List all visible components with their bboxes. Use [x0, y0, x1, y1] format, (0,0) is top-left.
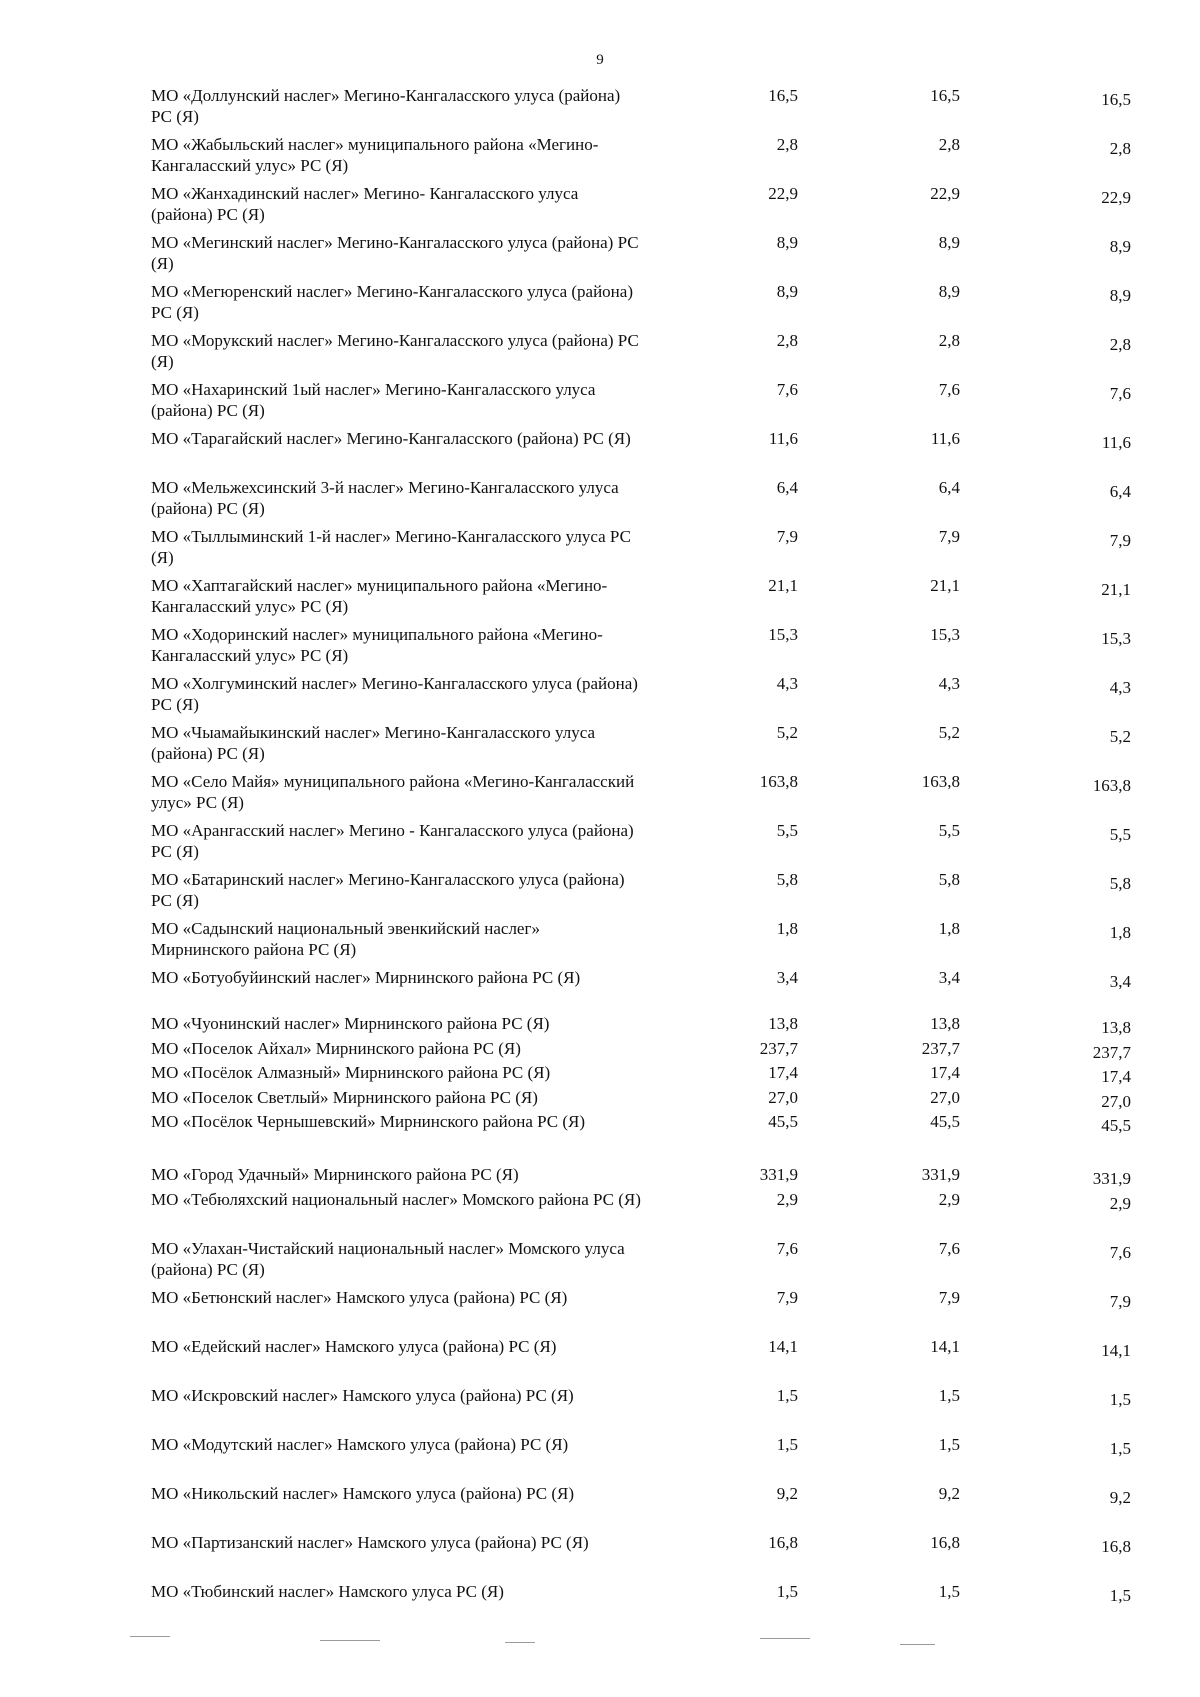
- value-col-2: 27,0: [930, 1088, 960, 1107]
- value-col-2: 45,5: [930, 1112, 960, 1131]
- value-col-3: 1,8: [1109, 923, 1131, 942]
- value-col-1: 1,5: [776, 1386, 798, 1405]
- value-col-3: 5,8: [1109, 874, 1131, 893]
- value-col-1: 8,9: [776, 282, 798, 301]
- municipality-name: МО «Тыллыминский 1-й наслег» Мегино-Кангаласского улуса РС (Я): [151, 527, 631, 567]
- value-col-2: 16,5: [930, 86, 960, 105]
- value-col-1: 17,4: [768, 1063, 798, 1082]
- value-col-2: 1,5: [938, 1435, 960, 1454]
- scan-speck: [505, 1642, 535, 1643]
- value-col-3: 6,4: [1109, 482, 1131, 501]
- municipality-name: МО «Модутский наслег» Намского улуса (района) РС (Я): [151, 1435, 569, 1454]
- value-col-1: 2,9: [776, 1190, 798, 1209]
- value-col-2: 1,5: [938, 1582, 960, 1601]
- value-col-1: 16,5: [768, 86, 798, 105]
- value-col-2: 2,8: [938, 135, 960, 154]
- municipality-name: МО «Посёлок Чернышевский» Мирнинского района РС (Я): [151, 1112, 586, 1131]
- value-col-1: 14,1: [768, 1337, 798, 1356]
- value-col-2: 4,3: [938, 674, 960, 693]
- value-col-1: 11,6: [768, 429, 798, 448]
- value-col-1: 6,4: [776, 478, 798, 497]
- value-col-3: 2,8: [1109, 335, 1131, 354]
- municipality-name: МО «Морукский наслег» Мегино-Кангаласского улуса (района) РС (Я): [151, 331, 639, 371]
- value-col-2: 7,6: [938, 380, 960, 399]
- value-col-1: 7,9: [776, 1288, 798, 1307]
- municipality-name: МО «Мегюренский наслег» Мегино-Кангаласского улуса (района) РС (Я): [151, 282, 633, 322]
- value-col-2: 8,9: [938, 282, 960, 301]
- value-col-3: 15,3: [1101, 629, 1131, 648]
- value-col-2: 8,9: [938, 233, 960, 252]
- value-col-2: 13,8: [930, 1014, 960, 1033]
- municipality-name: МО «Холгуминский наслег» Мегино-Кангаласского улуса (района) РС (Я): [151, 674, 638, 714]
- value-col-3: 17,4: [1101, 1067, 1131, 1086]
- value-col-1: 13,8: [768, 1014, 798, 1033]
- value-col-2: 163,8: [921, 772, 960, 791]
- municipality-name: МО «Тебюляхский национальный наслег» Момского района РС (Я): [151, 1190, 641, 1209]
- value-col-1: 9,2: [776, 1484, 798, 1503]
- value-col-3: 2,9: [1109, 1194, 1131, 1213]
- value-col-2: 1,8: [938, 919, 960, 938]
- municipality-name: МО «Поселок Айхал» Мирнинского района РС (Я): [151, 1039, 521, 1058]
- value-col-1: 16,8: [768, 1533, 798, 1552]
- value-col-2: 22,9: [930, 184, 960, 203]
- value-col-3: 5,5: [1109, 825, 1131, 844]
- municipality-name: МО «Никольский наслег» Намского улуса (района) РС (Я): [151, 1484, 574, 1503]
- municipality-name: МО «Село Майя» муниципального района «Мегино-Кангаласский улус» РС (Я): [151, 772, 635, 812]
- value-col-1: 1,5: [776, 1582, 798, 1601]
- value-col-3: 8,9: [1109, 237, 1131, 256]
- municipality-name: МО «Хаптагайский наслег» муниципального района «Мегино-Кангаласский улус» РС (Я): [151, 576, 608, 616]
- value-col-2: 2,8: [938, 331, 960, 350]
- value-col-2: 5,5: [938, 821, 960, 840]
- value-col-1: 5,5: [776, 821, 798, 840]
- page-number: 9: [596, 52, 604, 68]
- value-col-2: 237,7: [921, 1039, 960, 1058]
- municipality-name: МО «Мегинский наслег» Мегино-Кангаласского улуса (района) РС (Я): [151, 233, 639, 273]
- value-col-3: 11,6: [1101, 433, 1131, 452]
- value-col-2: 6,4: [938, 478, 960, 497]
- municipality-name: МО «Тюбинский наслег» Намского улуса РС (Я): [151, 1582, 504, 1601]
- value-col-3: 7,9: [1109, 531, 1131, 550]
- scan-speck: [760, 1638, 810, 1639]
- value-col-1: 8,9: [776, 233, 798, 252]
- value-col-1: 5,8: [776, 870, 798, 889]
- scan-speck: [320, 1640, 380, 1641]
- municipality-name: МО «Искровский наслег» Намского улуса (района) РС (Я): [151, 1386, 574, 1405]
- value-col-1: 22,9: [768, 184, 798, 203]
- value-col-3: 7,6: [1109, 384, 1131, 403]
- municipality-name: МО «Бетюнский наслег» Намского улуса (района) РС (Я): [151, 1288, 568, 1307]
- value-col-2: 21,1: [930, 576, 960, 595]
- value-col-3: 21,1: [1101, 580, 1131, 599]
- scan-speck: [900, 1644, 935, 1645]
- municipality-name: МО «Батаринский наслег» Мегино-Кангаласского улуса (района) РС (Я): [151, 870, 625, 910]
- value-col-3: 5,2: [1109, 727, 1131, 746]
- value-col-2: 16,8: [930, 1533, 960, 1552]
- municipality-name: МО «Доллунский наслег» Мегино-Кангаласского улуса (района) РС (Я): [151, 86, 621, 126]
- value-col-3: 13,8: [1101, 1018, 1131, 1037]
- value-col-2: 5,2: [938, 723, 960, 742]
- value-col-2: 7,9: [938, 1288, 960, 1307]
- municipality-name: МО «Жанхадинский наслег» Мегино- Кангаласского улуса (района) РС (Я): [151, 184, 579, 224]
- value-col-3: 27,0: [1101, 1092, 1131, 1111]
- value-col-3: 16,5: [1101, 90, 1131, 109]
- value-col-3: 1,5: [1109, 1586, 1131, 1605]
- municipality-name: МО «Мельжехсинский 3-й наслег» Мегино-Кангаласского улуса (района) РС (Я): [151, 478, 619, 518]
- value-col-3: 7,6: [1109, 1243, 1131, 1262]
- value-col-1: 7,9: [776, 527, 798, 546]
- value-col-2: 9,2: [938, 1484, 960, 1503]
- value-col-2: 3,4: [938, 968, 960, 987]
- value-col-1: 1,5: [776, 1435, 798, 1454]
- municipality-name: МО «Партизанский наслег» Намского улуса (района) РС (Я): [151, 1533, 589, 1552]
- municipality-name: МО «Нахаринский 1ый наслег» Мегино-Кангаласского улуса (района) РС (Я): [151, 380, 596, 420]
- value-col-2: 15,3: [930, 625, 960, 644]
- value-col-3: 14,1: [1101, 1341, 1131, 1360]
- value-col-2: 331,9: [921, 1165, 960, 1184]
- value-col-1: 2,8: [776, 331, 798, 350]
- value-col-2: 5,8: [938, 870, 960, 889]
- value-col-1: 5,2: [776, 723, 798, 742]
- value-col-2: 1,5: [938, 1386, 960, 1405]
- value-col-3: 331,9: [1092, 1169, 1131, 1188]
- value-col-3: 237,7: [1092, 1043, 1131, 1062]
- value-col-1: 4,3: [776, 674, 798, 693]
- value-col-1: 2,8: [776, 135, 798, 154]
- value-col-3: 9,2: [1109, 1488, 1131, 1507]
- value-col-3: 1,5: [1109, 1390, 1131, 1409]
- value-col-2: 14,1: [930, 1337, 960, 1356]
- municipality-name: МО «Садынский национальный эвенкийский наслег» Мирнинского района РС (Я): [151, 919, 540, 959]
- value-col-1: 163,8: [759, 772, 798, 791]
- value-col-3: 2,8: [1109, 139, 1131, 158]
- value-col-1: 331,9: [759, 1165, 798, 1184]
- value-col-3: 3,4: [1109, 972, 1131, 991]
- municipality-name: МО «Посёлок Алмазный» Мирнинского района РС (Я): [151, 1063, 551, 1082]
- value-col-1: 3,4: [776, 968, 798, 987]
- value-col-3: 7,9: [1109, 1292, 1131, 1311]
- value-col-1: 15,3: [768, 625, 798, 644]
- value-col-1: 1,8: [776, 919, 798, 938]
- municipality-name: МО «Чыамайыкинский наслег» Мегино-Кангаласского улуса (района) РС (Я): [151, 723, 596, 763]
- municipality-name: МО «Чуонинский наслег» Мирнинского района РС (Я): [151, 1014, 550, 1033]
- municipality-name: МО «Улахан-Чистайский национальный наслег» Момского улуса (района) РС (Я): [151, 1239, 625, 1279]
- value-col-1: 21,1: [768, 576, 798, 595]
- municipality-name: МО «Арангасский наслег» Мегино - Кангаласского улуса (района) РС (Я): [151, 821, 634, 861]
- municipality-name: МО «Город Удачный» Мирнинского района РС (Я): [151, 1165, 519, 1184]
- municipality-name: МО «Ботуобуйинский наслег» Мирнинского района РС (Я): [151, 968, 581, 987]
- scan-speck: [130, 1636, 170, 1637]
- value-col-2: 17,4: [930, 1063, 960, 1082]
- value-col-1: 237,7: [759, 1039, 798, 1058]
- municipality-name: МО «Тарагайский наслег» Мегино-Кангаласского (района) РС (Я): [151, 429, 631, 448]
- municipality-name: МО «Ходоринский наслег» муниципального района «Мегино-Кангаласский улус» РС (Я): [151, 625, 603, 665]
- value-col-2: 2,9: [938, 1190, 960, 1209]
- value-col-3: 163,8: [1092, 776, 1131, 795]
- value-col-3: 4,3: [1109, 678, 1131, 697]
- value-col-2: 7,9: [938, 527, 960, 546]
- value-col-2: 7,6: [938, 1239, 960, 1258]
- value-col-3: 16,8: [1101, 1537, 1131, 1556]
- value-col-1: 27,0: [768, 1088, 798, 1107]
- municipality-name: МО «Едейский наслег» Намского улуса (района) РС (Я): [151, 1337, 557, 1356]
- value-col-2: 11,6: [930, 429, 960, 448]
- municipality-name: МО «Жабыльский наслег» муниципального района «Мегино-Кангаласский улус» РС (Я): [151, 135, 599, 175]
- value-col-1: 7,6: [776, 380, 798, 399]
- municipality-name: МО «Поселок Светлый» Мирнинского района РС (Я): [151, 1088, 538, 1107]
- value-col-3: 22,9: [1101, 188, 1131, 207]
- value-col-3: 8,9: [1109, 286, 1131, 305]
- value-col-3: 1,5: [1109, 1439, 1131, 1458]
- value-col-1: 7,6: [776, 1239, 798, 1258]
- value-col-1: 45,5: [768, 1112, 798, 1131]
- value-col-3: 45,5: [1101, 1116, 1131, 1135]
